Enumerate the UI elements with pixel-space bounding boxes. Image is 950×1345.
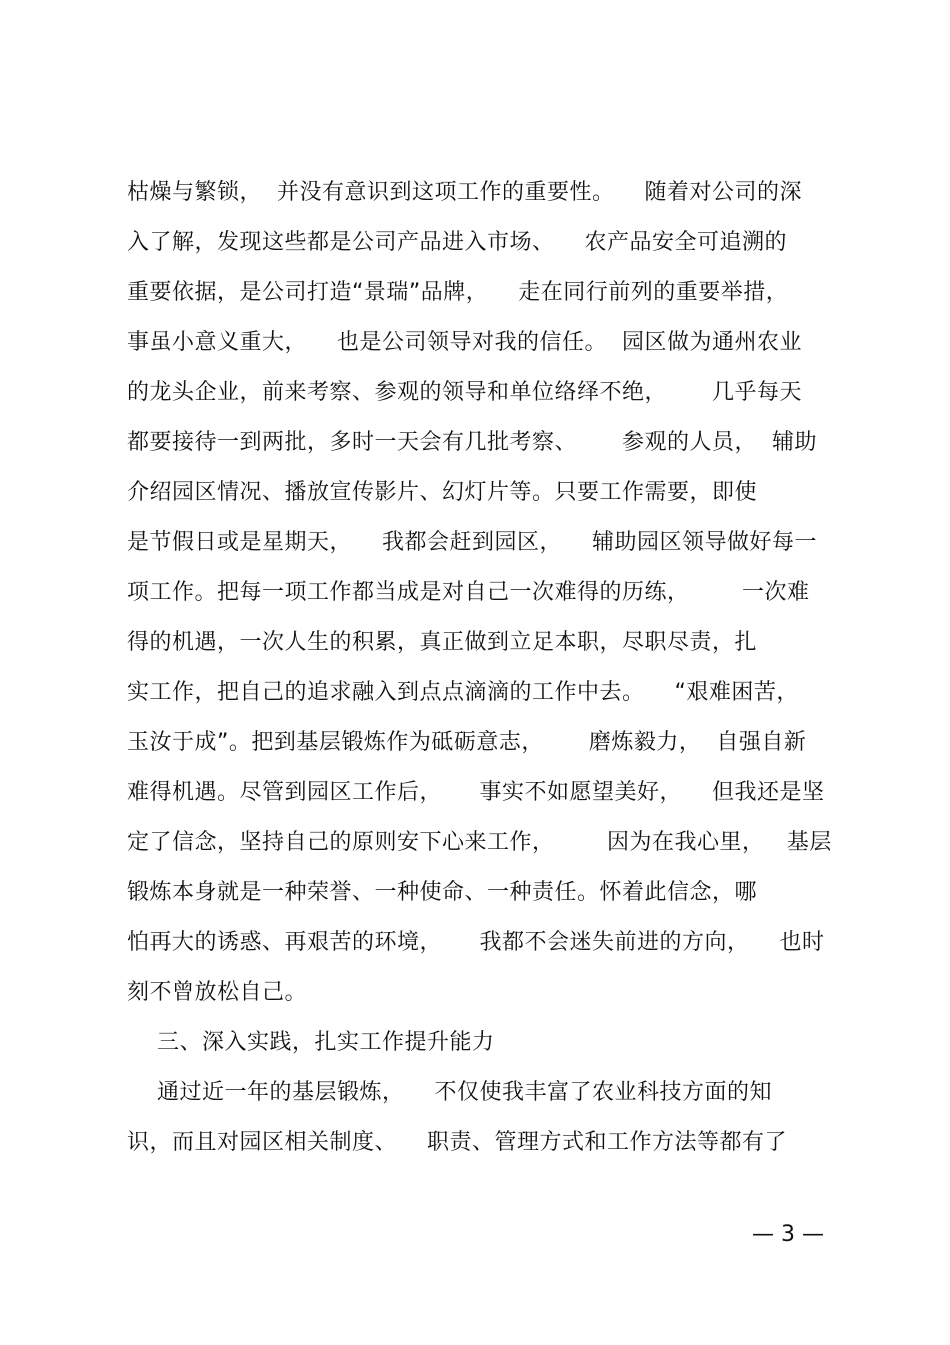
text-line: 都要接待一到两批，多时一天会有几批考察、 参观的人员， 辅助: [127, 430, 817, 455]
text-line: 通过近一年的基层锻炼， 不仅使我丰富了农业科技方面的知: [127, 1080, 772, 1105]
text-line: 玉汝于成”。把到基层锻炼作为砥砺意志， 磨炼毅力， 自强自新: [127, 730, 807, 755]
text-line: 是节假日或是星期天， 我都会赶到园区， 辅助园区领导做好每一: [127, 530, 817, 555]
text-line: 入了解，发现这些都是公司产品进入市场、 农产品安全可追溯的: [127, 230, 787, 255]
text-line: 实工作，把自己的追求融入到点点滴滴的工作中去。 “艰难困苦，: [127, 680, 799, 705]
text-line: 定了信念，坚持自己的原则安下心来工作， 因为在我心里， 基层: [127, 830, 832, 855]
text-line: 刻不曾放松自己。: [127, 980, 308, 1005]
text-line: 锻炼本身就是一种荣誉、一种使命、一种责任。怀着此信念，哪: [127, 880, 758, 905]
text-line: 得的机遇，一次人生的积累，真正做到立足本职，尽职尽责，扎: [127, 630, 758, 655]
text-line: 识，而且对园区相关制度、 职责、管理方式和工作方法等都有了: [127, 1130, 787, 1155]
text-line: 重要依据，是公司打造“景瑞”品牌， 走在同行前列的重要举措，: [127, 280, 789, 305]
text-line: 介绍园区情况、播放宣传影片、幻灯片等。只要工作需要，即使: [127, 480, 758, 505]
page-number: — 3 —: [752, 1222, 824, 1247]
text-line: 枯燥与繁锁， 并没有意识到这项工作的重要性。 随着对公司的深: [127, 180, 802, 205]
text-line: 难得机遇。尽管到园区工作后， 事实不如愿望美好， 但我还是坚: [127, 780, 825, 805]
text-line: 事虽小意义重大， 也是公司领导对我的信任。 园区做为通州农业: [127, 330, 802, 355]
text-line: 怕再大的诱惑、再艰苦的环境， 我都不会迷失前进的方向， 也时: [127, 930, 825, 955]
section-heading: 三、深入实践，扎实工作提升能力: [127, 1030, 495, 1055]
text-line: 的龙头企业，前来考察、参观的领导和单位络绎不绝， 几乎每天: [127, 380, 802, 405]
text-line: 项工作。把每一项工作都当成是对自己一次难得的历练， 一次难: [127, 580, 810, 605]
